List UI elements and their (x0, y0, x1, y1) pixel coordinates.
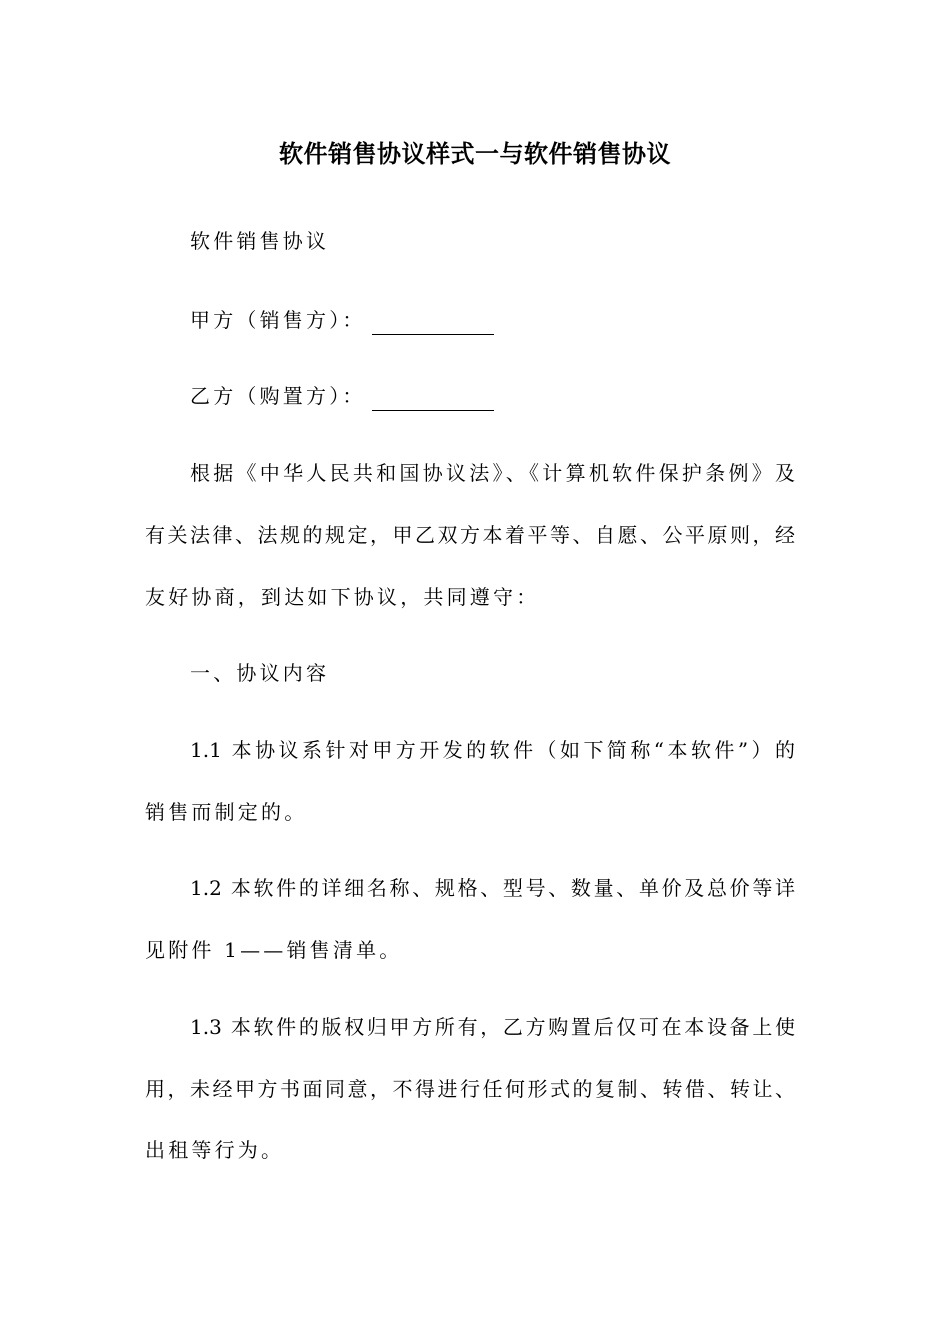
intro-paragraph-line-1: 根据《中华人民共和国协议法》、《计算机软件保护条例》及 (190, 461, 795, 485)
clause-1-3-line-2: 用，未经甲方书面同意，不得进行任何形式的复制、转借、转让、 (145, 1077, 795, 1101)
party-b-blank (372, 388, 494, 411)
party-a-label: 甲方（销售方）： (190, 308, 366, 332)
clause-1-3-line-3: 出租等行为。 (145, 1138, 285, 1162)
party-b-line (190, 381, 795, 411)
intro-paragraph-line-2: 有关法律、法规的规定，甲乙双方本着平等、自愿、公平原则，经 (145, 523, 795, 547)
clause-1-2-line-2: 见附件 1——销售清单。 (145, 938, 403, 962)
clause-1-1-line-2: 销售而制定的。 (145, 800, 308, 824)
party-b-label: 乙方（购置方）： (190, 384, 366, 408)
document-title: 软件销售协议样式一与软件销售协议 (279, 140, 671, 168)
section-1-title: 一、协议内容 (190, 661, 330, 685)
clause-1-2-line-1: 1.2 本软件的详细名称、规格、型号、数量、单价及总价等详 (190, 876, 795, 900)
intro-paragraph-line-3: 友好协商，到达如下协议，共同遵守： (145, 585, 540, 609)
party-a-line (190, 305, 795, 335)
clause-1-1-line-1: 1.1 本协议系针对甲方开发的软件（如下简称“本软件”）的 (190, 738, 795, 762)
agreement-heading: 软件销售协议 (190, 229, 330, 253)
clause-1-3-line-1: 1.3 本软件的版权归甲方所有，乙方购置后仅可在本设备上使 (190, 1015, 795, 1039)
party-a-blank (372, 312, 494, 335)
